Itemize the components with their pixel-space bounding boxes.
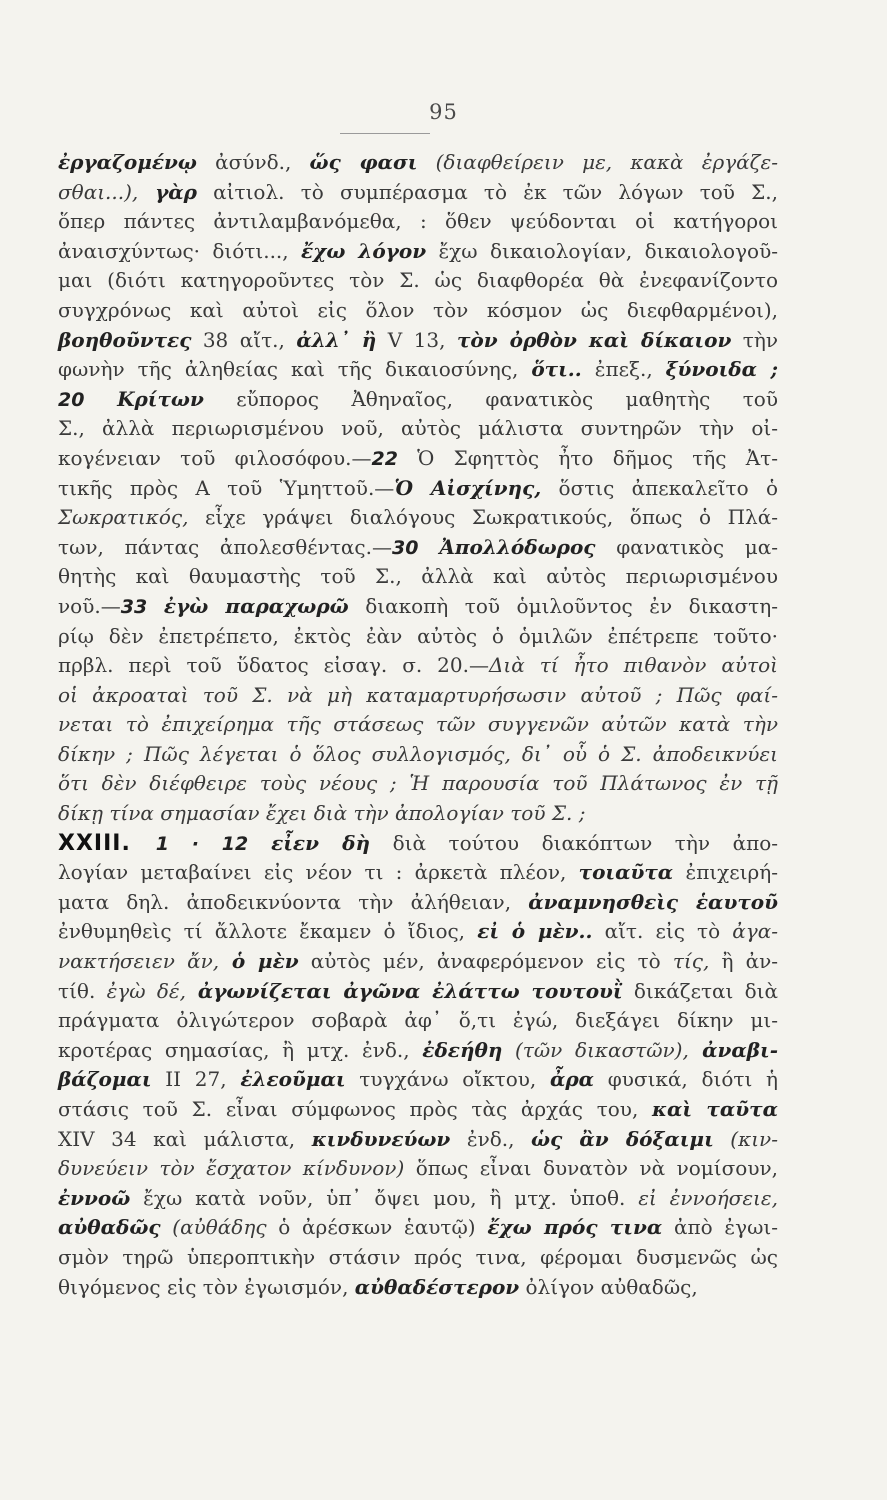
text-segment: αὐθαδέστερον xyxy=(354,1274,520,1299)
text-segment: σθαι...), xyxy=(58,179,139,204)
text-line xyxy=(58,1125,778,1155)
text-segment: ἐλεοῦμαι xyxy=(240,1067,346,1092)
text-segment: κινδυνεύων xyxy=(311,1126,451,1151)
text-segment: 33 xyxy=(120,595,164,618)
text-segment: (κιν- xyxy=(713,1126,778,1151)
text-segment: σμὸν τηρῶ ὑπεροπτικὴν στάσιν πρός τινα, φέρομαι δυσμενῶς ὡς xyxy=(58,1244,778,1269)
text-line xyxy=(58,326,778,356)
text-segment: τίς, xyxy=(672,949,710,974)
header-rule xyxy=(340,133,430,134)
text-segment: αἴτ. εἰς τὸ xyxy=(592,919,733,944)
text-segment: φανατικὸς μα- xyxy=(595,534,778,559)
text-segment: βάζομαι xyxy=(58,1067,152,1092)
text-line xyxy=(58,592,778,622)
text-segment: νακτήσειεν ἄν, xyxy=(58,949,220,974)
text-segment: ὅτι.. xyxy=(531,357,582,382)
text-segment: ἐπιχειρή- xyxy=(673,860,778,885)
text-line xyxy=(58,444,778,474)
text-segment: ὅπερ πάντες ἀντιλαμβανόμεθα, : ὅθεν ψεύδονται οἱ κατήγοροι xyxy=(58,209,778,234)
text-segment: Ὁ Αἰσχίνης, xyxy=(394,475,542,500)
text-segment: XIV 34 καὶ μάλιστα, xyxy=(58,1126,312,1151)
text-segment: δίκην ; Πῶς λέγεται ὁ ὅλος συλλογισμός, δι᾽ οὗ ὁ Σ. ἀποδεικνύει xyxy=(58,741,778,766)
text-segment: (διαφθείρειν με, κακὰ ἐργάζε- xyxy=(417,150,779,174)
text-segment: ἐδεήθη xyxy=(422,1037,503,1062)
text-line xyxy=(58,829,778,859)
page-number: 95 xyxy=(429,100,458,124)
text-segment: (αὐθάδης xyxy=(160,1215,267,1240)
text-segment: Ἀπολλόδωρος xyxy=(439,534,596,559)
text-line xyxy=(58,1006,778,1036)
text-segment: φωνὴν τῆς ἀληθείας καὶ τῆς δικαιοσύνης, xyxy=(58,357,532,382)
text-segment: αὐτὸς μέν, ἀναφερόμενον εἰς τὸ xyxy=(298,949,673,974)
text-segment: ἀναβι- xyxy=(688,1037,778,1062)
text-segment: εἶεν δὴ xyxy=(271,830,371,855)
text-segment: ἐργαζομένῳ xyxy=(58,150,197,174)
text-segment: τὸν ὀρθὸν καὶ δίκαιον xyxy=(456,327,732,352)
text-line xyxy=(58,562,778,592)
text-segment: δίκῃ τίνα σημασίαν ἔχει διὰ τὴν ἀπολογίαν τοῦ Σ. ; xyxy=(58,801,586,826)
text-segment: 22 xyxy=(371,447,398,470)
text-segment: εὔπορος Ἀθηναῖος, φανατικὸς μαθητὴς τοῦ xyxy=(203,386,778,411)
text-line xyxy=(58,977,778,1007)
text-line xyxy=(58,947,778,977)
text-line xyxy=(58,1184,778,1214)
text-line xyxy=(58,385,778,415)
text-segment: ἢ ἀν- xyxy=(709,949,778,974)
text-segment: II 27, xyxy=(151,1067,241,1092)
text-line xyxy=(58,1036,778,1066)
text-segment: ἀναμνησθεὶς ἑαυτοῦ xyxy=(528,889,778,914)
text-segment: ἀσύνδ., xyxy=(196,150,310,174)
text-segment: πρβλ. περὶ τοῦ ὕδατος εἰσαγ. σ. 20.— xyxy=(58,653,489,678)
text-segment: καὶ ταῦτα xyxy=(652,1097,778,1121)
text-segment: βοηθοῦντες xyxy=(58,327,192,352)
text-segment: τίθ. xyxy=(58,978,107,1003)
text-line xyxy=(58,622,778,652)
text-segment: ἔχω πρός τινα xyxy=(487,1215,663,1240)
text-segment: ὁ μὲν xyxy=(219,949,299,974)
text-line xyxy=(58,474,778,504)
text-segment: πράγματα ὀλιγώτερον σοβαρὰ ἀφ᾽ ὅ,τι ἐγώ, διεξάγει δίκην μι- xyxy=(58,1008,778,1033)
text-segment: ὀλίγον αὐθαδῶς, xyxy=(519,1274,698,1299)
text-segment: 38 αἴτ., xyxy=(191,327,297,352)
text-line xyxy=(58,533,778,563)
text-segment: ἔχω δικαιολογίαν, δικαιολογοῦ- xyxy=(426,238,778,263)
text-segment: στάσις τοῦ Σ. εἶναι σύμφωνος πρὸς τὰς ἀρχάς του, xyxy=(58,1097,653,1121)
text-segment: αὐθαδῶς xyxy=(58,1215,161,1240)
text-segment: κροτέρας σημασίας, ἢ μτχ. ἐνδ., xyxy=(58,1037,423,1062)
text-segment: ἐννοῶ xyxy=(58,1185,131,1210)
text-segment: συγχρόνως καὶ αὐτοὶ εἰς ὅλον τὸν κόσμον ὡς διεφθαρμένοι), xyxy=(58,297,778,322)
text-segment: οἱ ἀκροαταὶ τοῦ Σ. νὰ μὴ καταμαρτυρήσωσιν αὐτοῦ ; Πῶς φαί- xyxy=(58,682,778,707)
text-line xyxy=(58,503,778,533)
text-line xyxy=(58,1273,778,1303)
text-segment: 1 · 12 xyxy=(155,832,272,855)
text-segment: κογένειαν τοῦ φιλοσόφου.— xyxy=(58,445,372,470)
text-line xyxy=(58,266,778,296)
text-segment: ὁ ἀρέσκων ἑαυτῷ) xyxy=(266,1215,488,1240)
text-segment: δικάζεται διὰ xyxy=(622,978,778,1003)
text-segment: Κρίτων xyxy=(117,386,204,411)
text-segment: ρίῳ δὲν ἐπετρέπετο, ἐκτὸς ἐὰν αὐτὸς ὁ ὁμιλῶν ἐπέτρεπε τοῦτο· xyxy=(58,623,778,648)
text-line xyxy=(58,148,778,178)
text-segment: Σ., ἀλλὰ περιωρισμένου νοῦ, αὐτὸς μάλιστα συντηρῶν τὴν οἰ- xyxy=(58,416,778,441)
text-line xyxy=(58,355,778,385)
text-segment: (τῶν δικαστῶν), xyxy=(502,1037,689,1062)
text-segment: λογίαν μεταβαίνει εἰς νέον τι : ἀρκετὰ πλέον, xyxy=(58,860,579,885)
text-segment: διακοπὴ τοῦ ὁμιλοῦντος ἐν δικαστη- xyxy=(348,593,778,618)
text-segment: 20 xyxy=(58,388,118,411)
text-line xyxy=(58,207,778,237)
text-line xyxy=(58,1213,778,1243)
text-segment: ὥς φασι xyxy=(309,150,418,174)
text-segment: μαι (διότι κατηγοροῦντες τὸν Σ. ὡς διαφθορέα θὰ ἐνεφανίζοντο xyxy=(58,268,778,293)
text-line xyxy=(58,1243,778,1273)
text-segment: Διὰ τί ἦτο πιθανὸν αὐτοὶ xyxy=(488,653,779,678)
text-segment: ἆρα xyxy=(549,1067,595,1092)
text-segment: ἐνθυμηθεὶς τί ἄλλοτε ἔκαμεν ὁ ἴδιος, xyxy=(58,919,478,944)
text-line xyxy=(58,740,778,770)
text-segment: γὰρ xyxy=(138,179,197,204)
text-segment: τοιαῦτα xyxy=(578,860,674,885)
text-segment: Ὁ Σφηττὸς ἦτο δῆμος τῆς Ἀτ- xyxy=(397,445,778,470)
text-segment: ματα δηλ. ἀποδεικνύοντα τὴν ἀλήθειαν, xyxy=(58,889,529,914)
text-line xyxy=(58,710,778,740)
text-segment: ἀγωνίζεται ἀγῶνα ἐλάττω τουτουῒ xyxy=(185,978,623,1003)
text-segment: εἶχε γράψει διαλόγους Σωκρατικούς, ὅπως ὁ Πλά- xyxy=(188,505,778,530)
text-segment: ὅπως εἶναι δυνατὸν νὰ νομίσουν, xyxy=(404,1156,778,1181)
text-segment: V 13, xyxy=(376,327,457,352)
text-segment: ἔχω κατὰ νοῦν, ὑπ᾽ ὄψει μου, ἢ μτχ. ὑποθ. xyxy=(130,1185,639,1210)
text-segment: νεται τὸ ἐπιχείρημα τῆς στάσεως τῶν συγγενῶν αὐτῶν κατὰ τὴν xyxy=(58,712,778,737)
text-segment: νοῦ.— xyxy=(58,593,121,618)
text-line xyxy=(58,1154,778,1184)
text-segment: θιγόμενος εἰς τὸν ἐγωισμόν, xyxy=(58,1274,355,1299)
text-segment: ὅτι δὲν διέφθειρε τοὺς νέους ; Ἡ παρουσία τοῦ Πλάτωνος ἐν τῇ xyxy=(58,771,778,796)
text-segment: ὅστις ἀπεκαλεῖτο ὁ xyxy=(541,475,778,500)
text-line xyxy=(58,917,778,947)
text-line xyxy=(58,858,778,888)
text-segment: τὴν xyxy=(731,327,778,352)
text-segment: ἀπὸ ἐγωι- xyxy=(662,1215,779,1240)
text-segment: Σωκρατικός, xyxy=(58,505,189,530)
text-segment: δυνεύειν τὸν ἔσχατον κίνδυνον) xyxy=(58,1156,405,1181)
text-line xyxy=(58,414,778,444)
text-line xyxy=(58,799,778,829)
text-segment: ὡς ἂν δόξαιμι xyxy=(531,1126,714,1151)
text-line xyxy=(58,296,778,326)
text-segment: ἀναισχύντως· διότι..., xyxy=(58,238,301,263)
text-segment: θητὴς καὶ θαυμαστὴς τοῦ Σ., ἀλλὰ καὶ αὐτὸς περιωρισμένου xyxy=(58,564,778,589)
text-line xyxy=(58,178,778,208)
text-line xyxy=(58,1065,778,1095)
text-segment: XXIII. xyxy=(58,830,156,856)
text-segment: αἰτιολ. τὸ συμπέρασμα τὸ ἐκ τῶν λόγων τοῦ Σ., xyxy=(196,179,779,204)
text-segment: ἐνδ., xyxy=(450,1126,532,1151)
text-line xyxy=(58,888,778,918)
text-segment: φυσικά, διότι ἡ xyxy=(594,1067,779,1092)
text-segment: εἰ ἐννοήσειε, xyxy=(638,1185,778,1210)
text-segment: διὰ τούτου διακόπτων τὴν ἀπο- xyxy=(370,830,779,855)
text-segment: των, πάντας ἀπολεσθέντας.— xyxy=(58,534,392,559)
text-segment: ἐπεξ., xyxy=(581,357,666,382)
text-line xyxy=(58,1095,778,1125)
text-segment: τικῆς πρὸς Α τοῦ Ὑμηττοῦ.— xyxy=(58,475,395,500)
text-segment: ἔχω λόγον xyxy=(301,238,427,263)
text-line xyxy=(58,769,778,799)
text-segment: 30 xyxy=(391,536,440,559)
text-segment: ἐγὼ δέ, xyxy=(106,978,186,1003)
text-segment: τυγχάνω οἴκτου, xyxy=(345,1067,550,1092)
text-segment: ξύνοιδα ; xyxy=(665,357,778,382)
commentary-text xyxy=(58,148,778,1302)
text-segment: ἐγὼ παραχωρῶ xyxy=(163,593,349,618)
text-segment: ἀλλ᾽ ἢ xyxy=(296,327,377,352)
text-segment: ἀγα- xyxy=(732,919,779,944)
text-line xyxy=(58,681,778,711)
text-segment: εἰ ὁ μὲν.. xyxy=(477,919,593,944)
text-line xyxy=(58,237,778,267)
text-line xyxy=(58,651,778,681)
